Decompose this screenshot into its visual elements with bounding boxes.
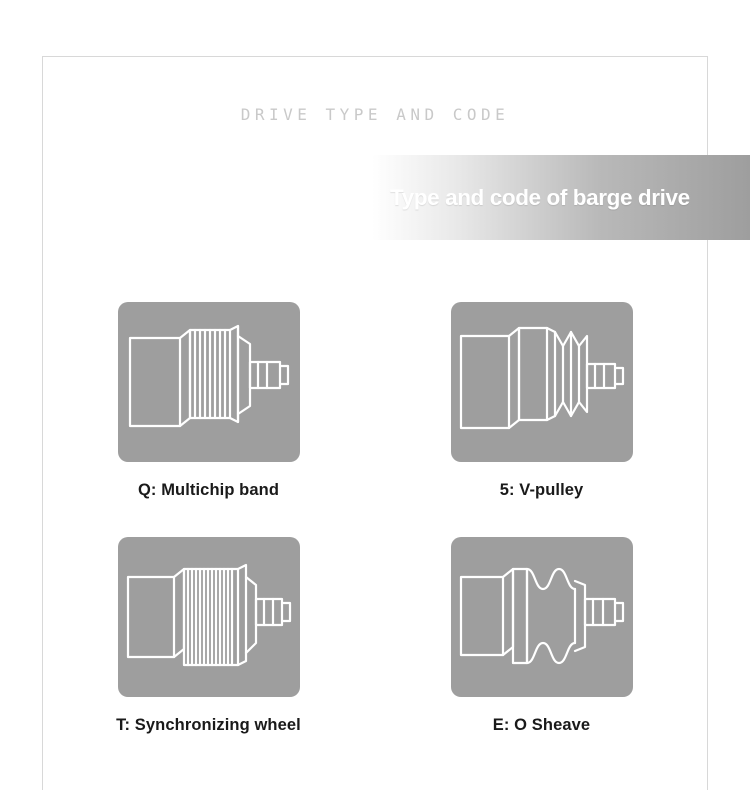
product-image <box>118 537 300 697</box>
gearbox-multichip-band-icon <box>118 302 300 462</box>
product-caption: Q: Multichip band <box>137 481 279 499</box>
page-title: Type and code of barge drive <box>390 184 690 210</box>
title-banner <box>372 155 750 240</box>
product-caption: T: Synchronizing wheel <box>116 716 301 734</box>
gearbox-v-pulley-icon <box>451 302 633 462</box>
product-cell[interactable] <box>375 296 708 531</box>
product-cell[interactable] <box>42 296 375 531</box>
product-cell[interactable] <box>375 531 708 766</box>
product-caption: E: O Sheave <box>492 716 591 734</box>
gearbox-o-sheave-icon <box>451 537 633 697</box>
eyebrow-heading: DRIVE TYPE AND CODE <box>240 105 510 124</box>
product-cell[interactable] <box>42 531 375 766</box>
product-image <box>451 537 633 697</box>
product-image <box>118 302 300 462</box>
product-grid <box>42 296 708 766</box>
product-image <box>451 302 633 462</box>
gearbox-synchronizing-wheel-icon <box>118 537 300 697</box>
product-caption: 5: V-pulley <box>499 481 584 499</box>
